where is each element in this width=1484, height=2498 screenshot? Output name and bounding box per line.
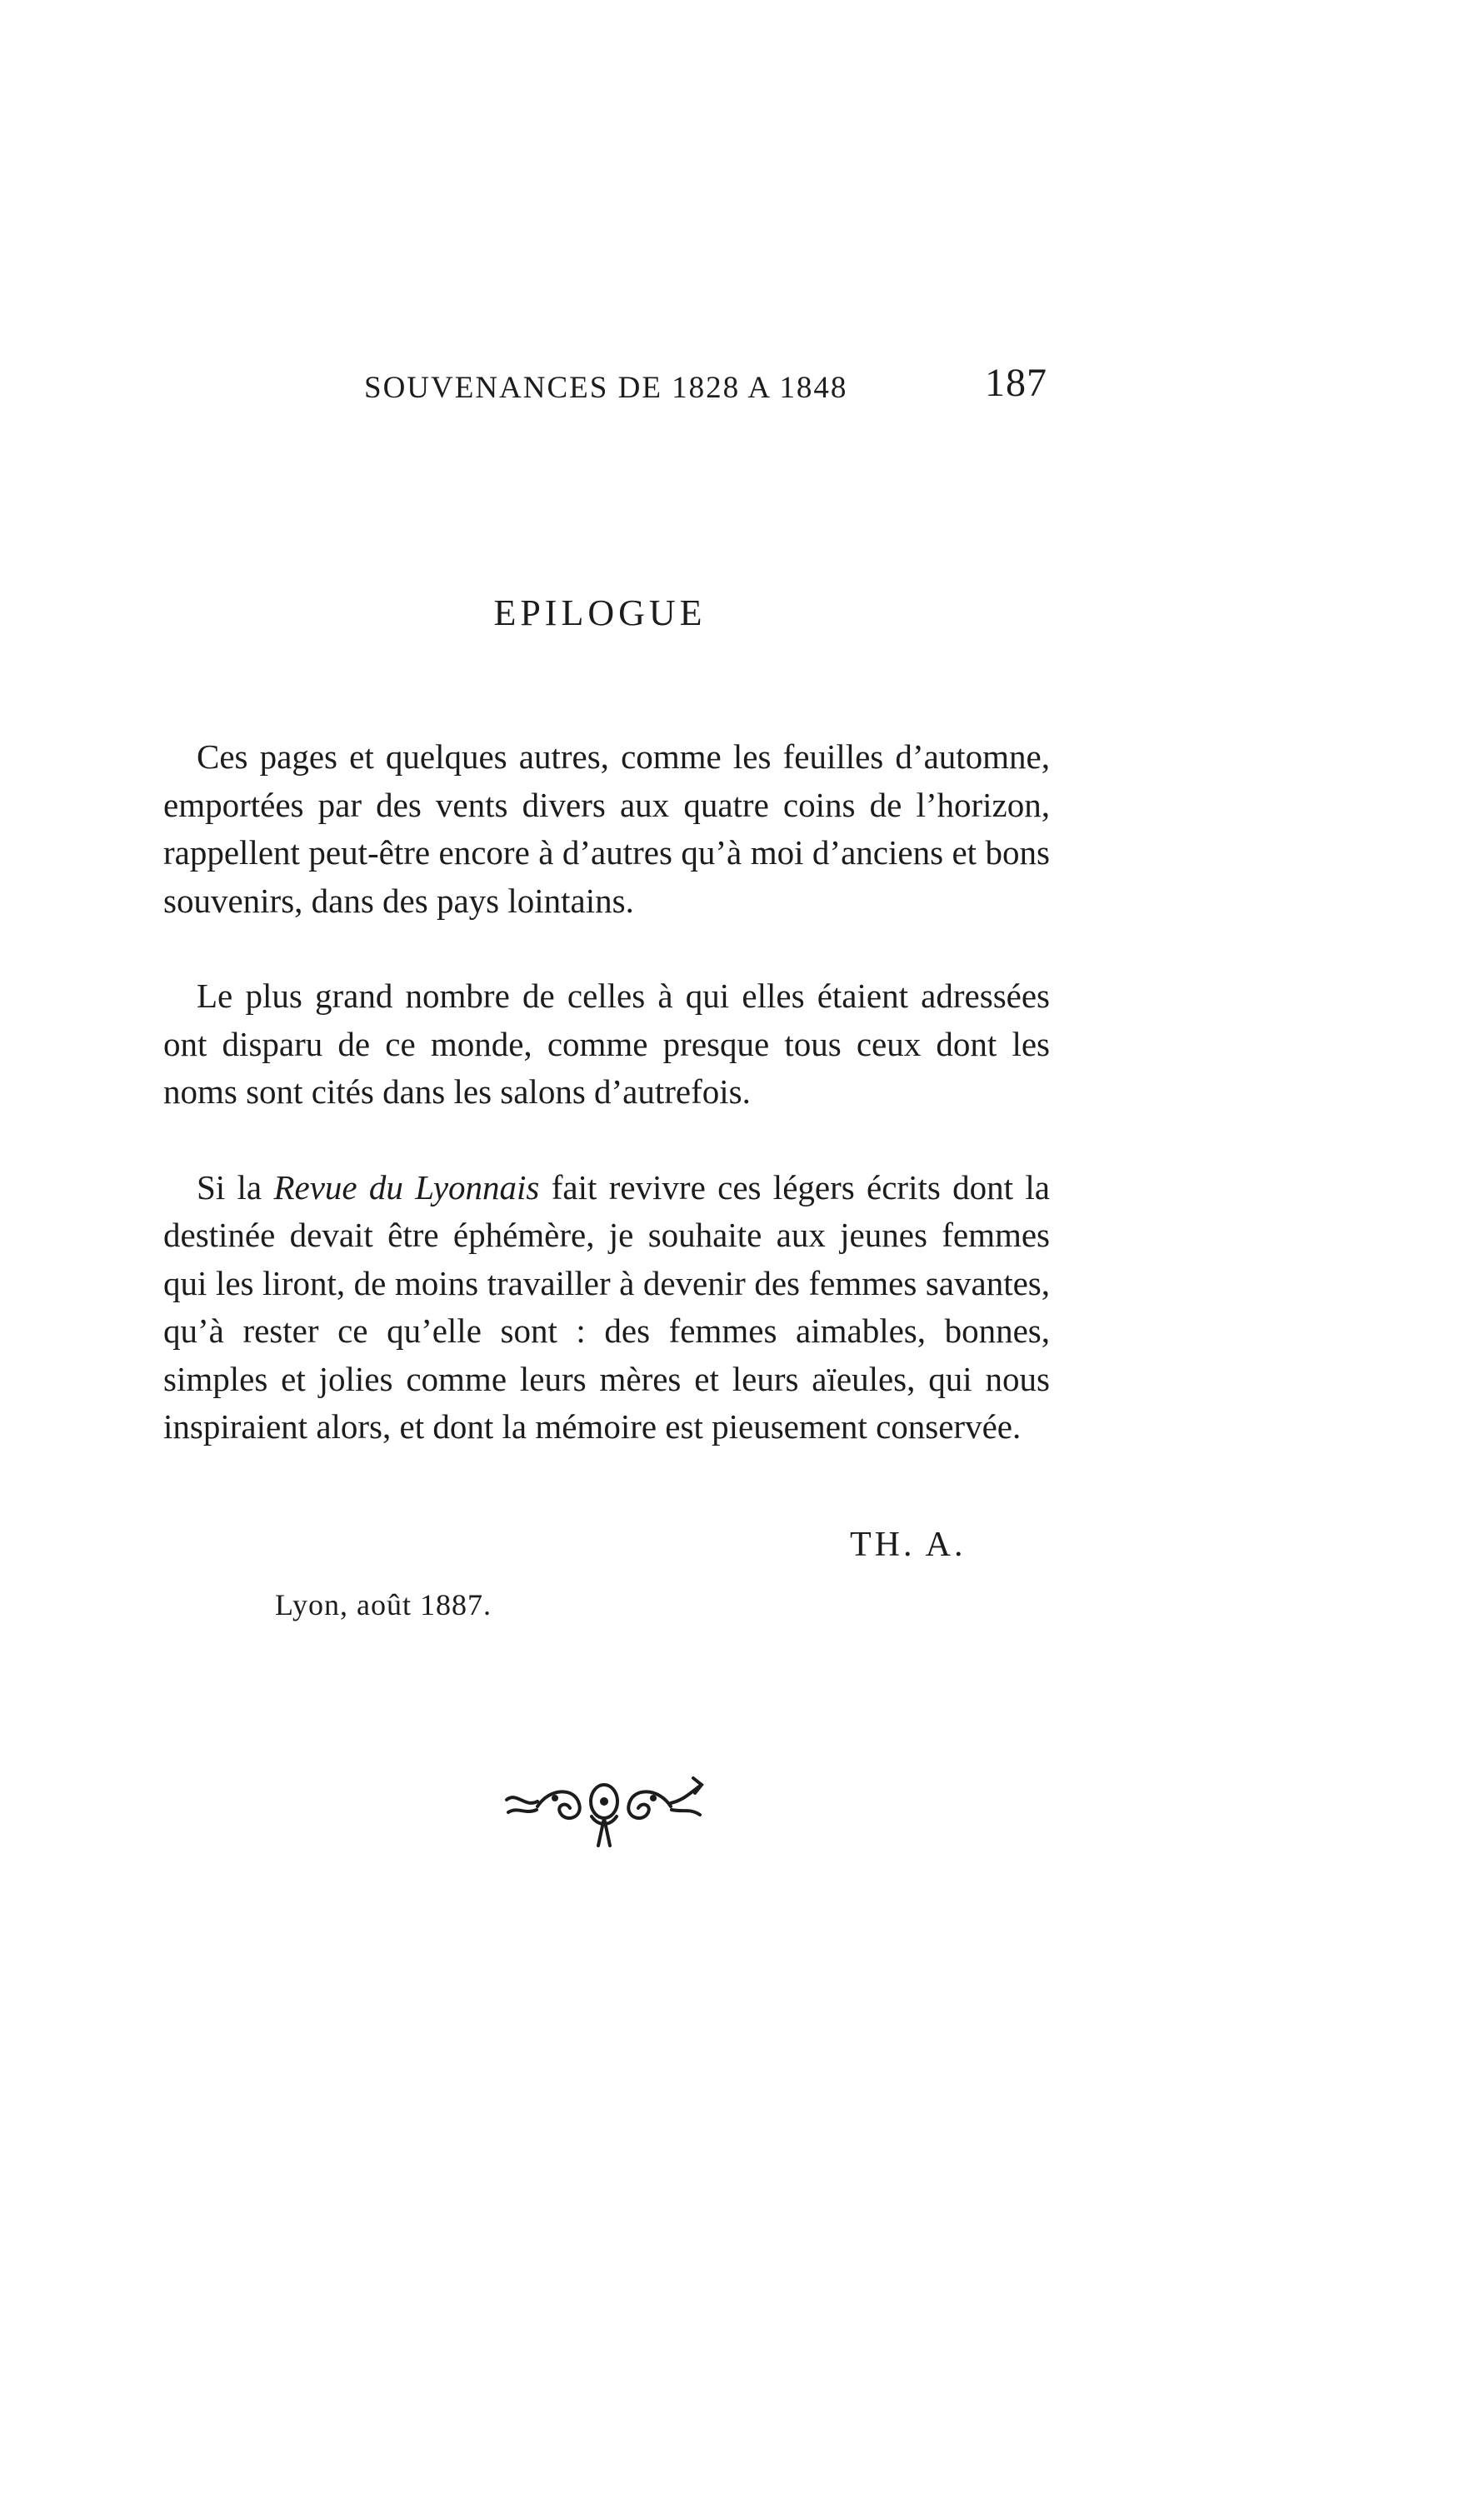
journal-title: Revue du Lyonnais <box>273 1167 540 1207</box>
body-text <box>163 733 1050 1451</box>
running-head <box>364 360 1047 418</box>
paragraph-3-after: fait revivre ces légers écrits dont la destinée devait être éphémère, je souhaite aux jeunes femmes qui les liront, de moins travailler à devenir des femmes savantes, qu’à rester ce qu’elle sont : des femmes aimables, bonnes, simples et jolies comme leurs mères et leurs aïeules, qui nous inspiraient alors, et dont la mémoire est pieusement conservée. <box>163 1167 1050 1446</box>
page-number: 187 <box>985 361 1047 405</box>
signature: TH. A. <box>850 1526 967 1564</box>
paragraph-2: Le plus grand nombre de celles à qui elles étaient adressées ont disparu de ce monde, comme presque tous ceux dont les noms sont cités dans les salons d’autrefois. <box>163 977 1050 1111</box>
paragraph-1: Ces pages et quelques autres, comme les feuilles d’automne, emportées par des vents divers aux quatre coins de l’horizon, rappellent peut-être encore à d’autres qu’à moi d’anciens et bons souvenirs, dans des pays lointains. <box>163 737 1050 920</box>
chapter-title: EPILOGUE <box>493 592 707 633</box>
running-title: SOUVENANCES DE 1828 A 1848 <box>364 371 848 405</box>
place-date: Lyon, août 1887. <box>275 1588 492 1621</box>
paragraph-3 <box>163 1164 1050 1451</box>
paragraph-3-before: Si la <box>197 1167 274 1207</box>
floral-fleuron-icon <box>500 1766 708 1858</box>
